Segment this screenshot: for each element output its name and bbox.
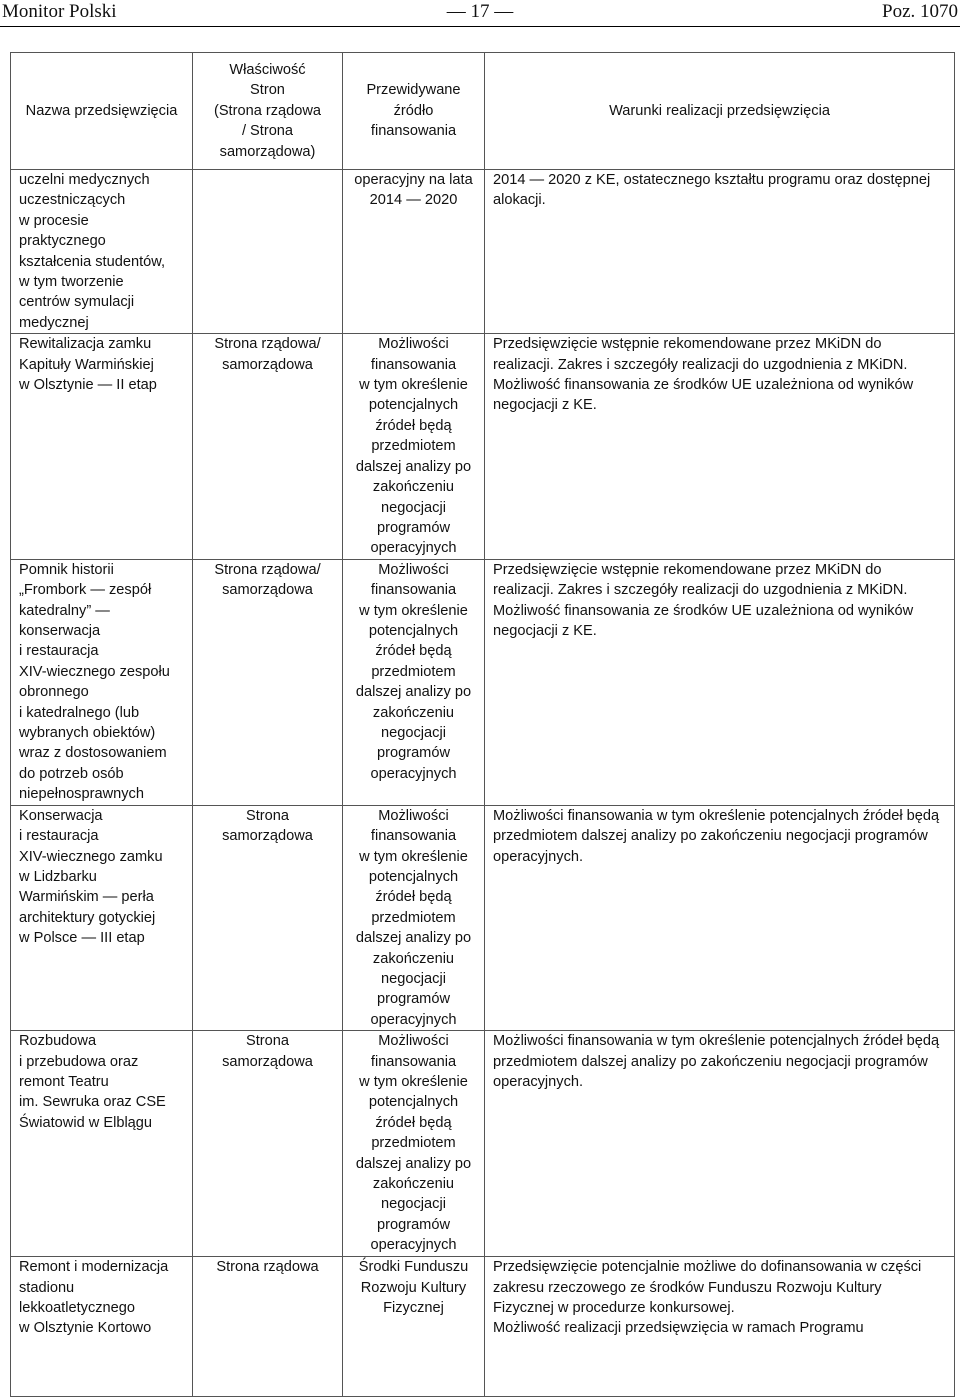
page-header (0, 0, 960, 27)
table-row (11, 805, 955, 1030)
table-row (11, 1031, 955, 1257)
table-header-row (11, 53, 955, 170)
funding-source-cell: Możliwości finansowania w tym określenie potencjalnych źródeł będą przedmiotem dalszej analizy po zakończeniu negocjacji programów operacyjnych (343, 805, 485, 1030)
table-row (11, 170, 955, 334)
property-cell: Strona samorządowa (193, 805, 343, 1030)
projects-table (10, 52, 955, 1397)
column-header-conditions: Warunki realizacji przedsięwzięcia (485, 53, 955, 170)
table-row (11, 334, 955, 559)
project-name-cell: uczelni medycznych uczestniczących w procesie praktycznego kształcenia studentów, w tym tworzenie centrów symulacji medycznej (11, 170, 193, 334)
project-name-cell: Rewitalizacja zamku Kapituły Warmińskiej w Olsztynie — II etap (11, 334, 193, 559)
conditions-cell: Możliwości finansowania w tym określenie potencjalnych źródeł będą przedmiotem dalszej analizy po zakończeniu negocjacji programów operacyjnych. (485, 805, 955, 1030)
conditions-cell: Przedsięwzięcie potencjalnie możliwe do dofinansowania w części zakresu rzeczowego ze środków Funduszu Rozwoju Kultury Fizycznej w procedurze konkursowej. Możliwość realizacji przedsięwzięcia w ramach Programu (485, 1257, 955, 1397)
position-number: Poz. 1070 (882, 1, 958, 22)
project-name-cell: Rozbudowa i przebudowa oraz remont Teatru im. Sewruka oraz CSE Światowid w Elblągu (11, 1031, 193, 1257)
table-row (11, 1257, 955, 1397)
property-cell (193, 170, 343, 334)
project-name-cell: Konserwacja i restauracja XIV-wiecznego zamku w Lidzbarku Warmińskim — perła architektury gotyckiej w Polsce — III etap (11, 805, 193, 1030)
property-cell: Strona rządowa/ samorządowa (193, 334, 343, 559)
conditions-cell: Przedsięwzięcie wstępnie rekomendowane przez MKiDN do realizacji. Zakres i szczegóły realizacji do uzgodnienia z MKiDN. Możliwość finansowania ze środków UE uzależniona od wyników negocjacji z KE. (485, 559, 955, 805)
funding-source-cell: Możliwości finansowania w tym określenie potencjalnych źródeł będą przedmiotem dalszej analizy po zakończeniu negocjacji programów operacyjnych (343, 559, 485, 805)
property-cell: Strona rządowa (193, 1257, 343, 1397)
project-name-cell: Remont i modernizacja stadionu lekkoatletycznego w Olsztynie Kortowo (11, 1257, 193, 1397)
publication-title: Monitor Polski (2, 1, 117, 22)
funding-source-cell: Możliwości finansowania w tym określenie potencjalnych źródeł będą przedmiotem dalszej analizy po zakończeniu negocjacji programów operacyjnych (343, 334, 485, 559)
column-header-name: Nazwa przedsięwzięcia (11, 53, 193, 170)
conditions-cell: Przedsięwzięcie wstępnie rekomendowane przez MKiDN do realizacji. Zakres i szczegóły realizacji do uzgodnienia z MKiDN. Możliwość finansowania ze środków UE uzależniona od wyników negocjacji z KE. (485, 334, 955, 559)
property-cell: Strona rządowa/ samorządowa (193, 559, 343, 805)
page-number: — 17 — (446, 1, 514, 22)
column-header-property: Właściwość Stron (Strona rządowa / Strona samorządowa) (193, 53, 343, 170)
column-header-source: Przewidywane źródło finansowania (343, 53, 485, 170)
funding-source-cell: operacyjny na lata 2014 — 2020 (343, 170, 485, 334)
funding-source-cell: Środki Funduszu Rozwoju Kultury Fizycznej (343, 1257, 485, 1397)
table-row (11, 559, 955, 805)
conditions-cell: 2014 — 2020 z KE, ostatecznego kształtu programu oraz dostępnej alokacji. (485, 170, 955, 334)
project-name-cell: Pomnik historii „Frombork — zespół katedralny” — konserwacja i restauracja XIV-wiecznego zespołu obronnego i katedralnego (lub wybranych obiektów) wraz z dostosowaniem do potrzeb osób niepełnosprawnych (11, 559, 193, 805)
conditions-cell: Możliwości finansowania w tym określenie potencjalnych źródeł będą przedmiotem dalszej analizy po zakończeniu negocjacji programów operacyjnych. (485, 1031, 955, 1257)
property-cell: Strona samorządowa (193, 1031, 343, 1257)
funding-source-cell: Możliwości finansowania w tym określenie potencjalnych źródeł będą przedmiotem dalszej analizy po zakończeniu negocjacji programów operacyjnych (343, 1031, 485, 1257)
